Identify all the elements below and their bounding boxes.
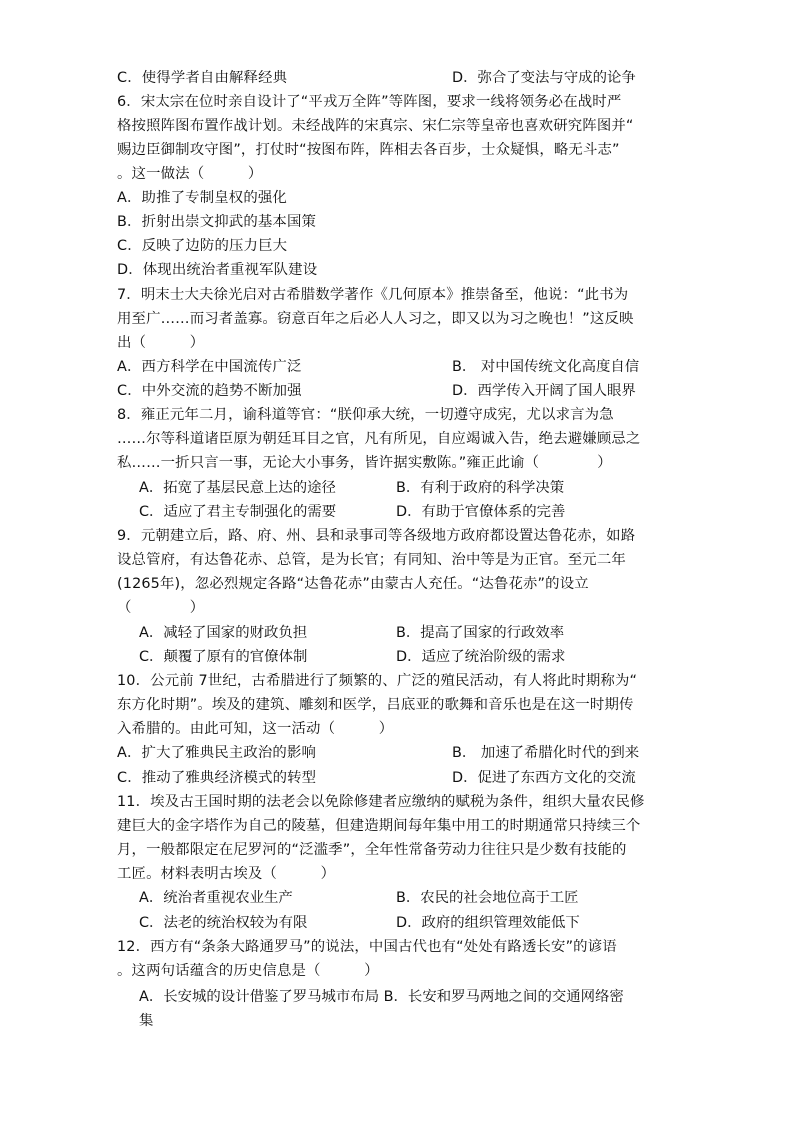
q7-option-d: D．西学传入开阔了国人眼界: [452, 383, 636, 399]
q6-stem-line-2: 格按照阵图布置作战计划。未经战阵的宋真宗、宋仁宗等皇帝也喜欢研究阵图并“: [117, 118, 634, 134]
q12-stem-line-1: 12．西方有“条条大路通罗马”的说法，中国古代也有“处处有路透长安”的谚语: [117, 939, 617, 955]
q8-stem-line-2: ……尔等科道诸臣原为朝廷耳目之官，凡有所见，自应竭诚入告，绝去避嫌顾忌之: [117, 431, 641, 447]
q5-option-d: D．弥合了变法与守成的论争: [452, 70, 636, 86]
q8-option-b: B．有利于政府的科学决策: [396, 480, 565, 496]
q10-stem-line-3: 入希腊的。由此可知，这一活动（ ）: [117, 721, 394, 737]
q6-option-c: C．反映了边防的压力巨大: [117, 238, 288, 254]
q9-option-b: B．提高了国家的行政效率: [396, 625, 565, 641]
q6-stem-line-3: 赐边臣御制攻守图”，打仗时“按图布阵，阵相去各百步，士众疑惧，略无斗志”: [117, 142, 620, 158]
q7-stem-line-2: 用至广……而习者盖寡。窃意百年之后必人人习之，即又以为习之晚也！”这反映: [117, 311, 634, 327]
q10-option-d: D．促进了东西方文化的交流: [452, 770, 636, 786]
q6-stem-line-1: 6．宋太宗在位时亲自设计了“平戎万全阵”等阵图，要求一线将领务必在战时严: [117, 94, 622, 110]
q11-option-b: B．农民的社会地位高于工匠: [396, 890, 579, 906]
q12-stem-line-2: 。这两句话蕴含的历史信息是（ ）: [117, 963, 379, 979]
q11-stem-line-2: 建巨大的金字塔作为自己的陵墓，但建造期间每年集中用工的时期通常只持续三个: [117, 818, 641, 834]
q11-stem-line-3: 月，一般都限定在尼罗河的“泛滥季”，全年性常备劳动力往往只是少数有技能的: [117, 842, 627, 858]
q11-option-d: D．政府的组织管理效能低下: [396, 915, 580, 931]
q9-stem-line-4: （ ）: [117, 600, 205, 616]
q12-option-a-b: A．长安城的设计借鉴了罗马城市布局 B．长安和罗马两地之间的交通网络密: [139, 989, 624, 1005]
q6-option-a: A．助推了专制皇权的强化: [117, 190, 287, 206]
q7-option-a: A．西方科学在中国流传广泛: [117, 359, 302, 375]
q10-option-a: A．扩大了雅典民主政治的影响: [117, 745, 317, 761]
q9-stem-line-2: 设总管府，有达鲁花赤、总管，是为长官；有同知、治中等是为正官。至元二年: [117, 552, 626, 568]
q11-option-c: C．法老的统治权较为有限: [139, 915, 308, 931]
q11-stem-line-1: 11．埃及古王国时期的法老会以免除修建者应缴纳的赋税为条件，组织大量农民修: [117, 794, 645, 810]
q8-stem-line-1: 8．雍正元年二月，谕科道等官：“朕仰承大统，一切遵守成宪，尤以求言为急: [117, 407, 614, 423]
q10-option-b: B． 加速了希腊化时代的到来: [452, 745, 640, 761]
q11-stem-line-4: 工匠。材料表明古埃及（ ）: [117, 866, 336, 882]
q6-stem-line-4: 。这一做法（ ）: [117, 166, 263, 182]
q9-option-a: A．减轻了国家的财政负担: [139, 625, 308, 641]
q6-option-b: B．折射出崇文抑武的基本国策: [117, 214, 317, 230]
q7-stem-line-3: 出（ ）: [117, 335, 205, 351]
q7-stem-line-1: 7．明末士大夫徐光启对古希腊数学著作《几何原本》推崇备至，他说：“此书为: [117, 287, 629, 303]
q7-option-b: B． 对中国传统文化高度自信: [452, 359, 640, 375]
q9-stem-line-3: (1265年)，忽必烈规定各路“达鲁花赤”由蒙古人充任。“达鲁花赤”的设立: [117, 576, 589, 592]
q6-option-d: D．体现出统治者重视军队建设: [117, 262, 318, 278]
q10-stem-line-1: 10．公元前 7世纪，古希腊进行了频繁的、广泛的殖民活动，有人将此时期称为“: [117, 673, 638, 689]
q8-option-a: A．拓宽了基层民意上达的途径: [139, 480, 336, 496]
q8-option-c: C．适应了君主专制强化的需要: [139, 504, 337, 520]
q9-option-c: C．颠覆了原有的官僚体制: [139, 649, 308, 665]
q5-option-c: C．使得学者自由解释经典: [117, 70, 288, 86]
q8-stem-line-3: 私……一折只言一事，无论大小事务，皆许据实敷陈。”雍正此谕（ ）: [117, 455, 612, 471]
q8-option-d: D．有助于官僚体系的完善: [396, 504, 566, 520]
q10-stem-line-2: 东方化时期”。埃及的建筑、雕刻和医学，吕底亚的歌舞和音乐也是在这一时期传: [117, 697, 634, 713]
q10-option-c: C．推动了雅典经济模式的转型: [117, 770, 317, 786]
q9-option-d: D．适应了统治阶级的需求: [396, 649, 566, 665]
q9-stem-line-1: 9．元朝建立后，路、府、州、县和录事司等各级地方政府都设置达鲁花赤，如路: [117, 528, 636, 544]
q7-option-c: C．中外交流的趋势不断加强: [117, 383, 302, 399]
q11-option-a: A．统治者重视农业生产: [139, 890, 293, 906]
q12-option-b-continued: 集: [139, 1013, 154, 1029]
